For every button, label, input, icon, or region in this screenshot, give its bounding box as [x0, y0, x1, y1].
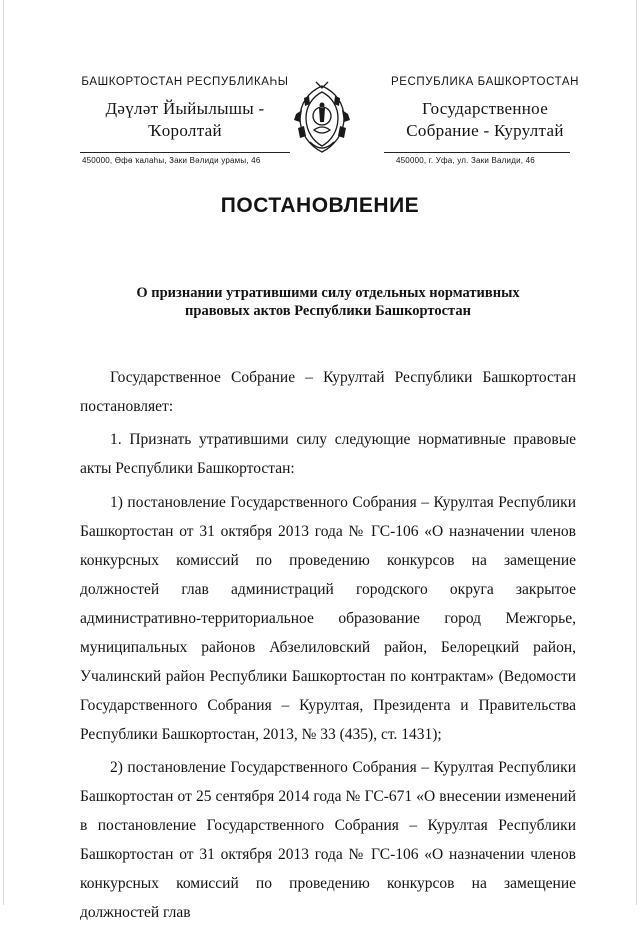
subject-line2: правовых актов Республики Башкортостан: [185, 303, 471, 319]
scan-edge-left: [3, 0, 4, 905]
body-paragraph-preamble: Государственное Собрание – Курултай Республики Башкортостан постановляет:: [80, 369, 576, 415]
letterhead-country-russian: РЕСПУБЛИКА БАШКОРТОСТАН: [390, 76, 580, 88]
letterhead-russian: [380, 76, 590, 142]
document-body: [80, 363, 576, 932]
institution-name-line1: Дәүләт Йыйылышы -: [105, 99, 265, 118]
bashkortostan-coat-of-arms-icon: [290, 80, 354, 160]
body-paragraph-item-1: 1. Признать утратившими силу следующие нормативные правовые акты Республики Башкортостан:: [80, 431, 576, 478]
letterhead-institution-bashkir: [80, 98, 290, 142]
institution-name-line2: Ҡоролтай: [148, 121, 222, 140]
letterhead-country-bashkir: БАШКОРТОСТАН РЕСПУБЛИКАҺЫ: [81, 76, 289, 88]
subject-line1: О признании утратившими силу отдельных нормативных: [136, 285, 520, 301]
document-title: ПОСТАНОВЛЕНИЕ: [220, 194, 420, 217]
scan-edge-right: [636, 0, 637, 905]
institution-name-line2: Собрание - Курултай: [406, 121, 564, 140]
body-paragraph-subitem-1: 1) постановление Государственного Собрания – Курултая Республики Башкортостан от 31 октября 2013 года № ГС-106 «О назначении членов конкурсных комиссий по проведению конкурсов на замещение должностей глав администраций городского округа закрытое административно-территориальное образование город Межгорье, муниципальных районов Абзелиловский район, Белорецкий район, Учалинский район Республики Башкортостан по контрактам» (Ведомости Государственного Собрания – Курултая, Президента и Правительства Республики Башкортостан, 2013, № 33 (435), ст. 1431);: [80, 493, 576, 743]
letterhead-institution-russian: [380, 98, 590, 142]
letterhead-address-bashkir: 450000, Өфө ҡалаһы, Заки Вәлиди урамы, 46: [82, 156, 261, 165]
letterhead-address-russian: 450000, г. Уфа, ул. Заки Валиди, 46: [396, 156, 535, 165]
letterhead-rule-left: [80, 152, 290, 153]
document-subject: [80, 284, 576, 320]
letterhead-rule-right: [384, 152, 570, 153]
body-paragraph-subitem-2: 2) постановление Государственного Собрания – Курултая Республики Башкортостан от 25 сентября 2014 года № ГС-671 «О внесении изменений в постановление Государственного Собрания – Курултая Республики Башкортостан от 31 октября 2013 года № ГС-106 «О назначении членов конкурсных комиссий по проведению конкурсов на замещение должностей глав: [80, 759, 576, 922]
institution-name-line1: Государственное: [421, 99, 549, 118]
letterhead-bashkir: [80, 76, 290, 142]
